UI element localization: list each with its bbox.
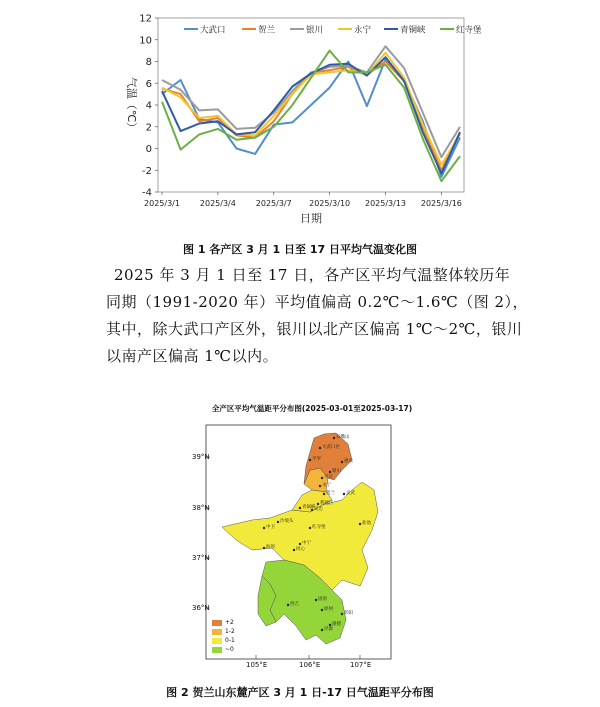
anomaly-map-figure: [192, 400, 432, 672]
place-label: 隆德: [332, 622, 341, 627]
place-label: 固原: [318, 597, 327, 602]
legend-label: 0-1: [225, 637, 235, 644]
place-label: 海原: [266, 545, 275, 550]
legend-label: 青铜峡: [400, 25, 426, 36]
body-paragraph: [106, 262, 546, 370]
place-label: 石嘴山: [336, 435, 350, 440]
place-dot: [317, 503, 319, 505]
y-tick-label: 6: [145, 78, 152, 90]
place-label: 永宁: [322, 483, 331, 488]
place-label: 沙坡头: [280, 519, 294, 524]
place-dot: [329, 471, 331, 473]
place-label: 利通区: [320, 501, 334, 506]
place-dot: [309, 459, 311, 461]
legend-label: 贺兰: [258, 25, 276, 36]
y-tick-label: -2: [142, 165, 152, 177]
place-label: 平罗: [312, 457, 321, 462]
x-tick-label: 2025/3/7: [255, 199, 292, 208]
series-line: [162, 51, 460, 182]
x-tick-label: 2025/3/13: [364, 199, 407, 208]
legend-label: ~0: [225, 646, 234, 653]
x-axis-label: 日期: [300, 212, 322, 225]
legend-label: 永宁: [354, 25, 372, 36]
x-tick-label: 2025/3/4: [199, 199, 236, 208]
map-title: 全产区平均气温距平分布图(2025-03-01至2025-03-17): [211, 404, 413, 413]
legend-item: [212, 618, 235, 627]
place-dot: [341, 613, 343, 615]
series-line: [162, 46, 460, 157]
place-dot: [341, 461, 343, 463]
place-label: 大武口区: [322, 445, 340, 450]
legend-swatch: [212, 647, 222, 653]
place-dot: [323, 493, 325, 495]
x-tick-label: 2025/3/10: [309, 199, 351, 208]
legend-swatch: [212, 620, 222, 626]
place-label: 红寺堡: [312, 525, 326, 530]
paragraph-line: 2025 年 3 月 1 日至 17 日，各产区平均气温整体较历年: [114, 266, 511, 284]
legend-item: [212, 627, 235, 636]
lat-label: 39°N: [192, 453, 210, 461]
temperature-chart: [112, 6, 492, 234]
lat-label: 38°N: [192, 504, 210, 512]
paragraph-line: 其中，除大武口产区外，银川以北产区偏高 1℃～2℃，银川: [106, 320, 523, 338]
lon-label: 106°E: [299, 661, 321, 669]
place-dot: [277, 521, 279, 523]
legend-label: 银川: [306, 25, 324, 36]
place-dot: [333, 437, 335, 439]
place-label: 彭阳: [344, 611, 353, 616]
place-dot: [263, 527, 265, 529]
legend-swatch: [212, 638, 222, 644]
place-label: 吴忠: [314, 507, 323, 512]
figure1-caption: 图 1 各产区 3 月 1 日至 17 日平均气温变化图: [183, 243, 417, 256]
y-tick-label: 2: [145, 122, 152, 134]
paragraph-line: 以南产区偏高 1℃以内。: [106, 347, 279, 365]
place-dot: [293, 549, 295, 551]
x-tick-label: 2025/3/16: [420, 199, 462, 208]
place-label: 贺兰: [326, 491, 335, 496]
place-dot: [321, 609, 323, 611]
lat-label: 36°N: [192, 604, 210, 612]
legend-label: 红寺堡: [456, 25, 482, 36]
place-dot: [343, 493, 345, 495]
legend-label: 1-2: [225, 628, 235, 635]
place-dot: [321, 477, 323, 479]
place-dot: [359, 523, 361, 525]
y-tick-label: -4: [142, 187, 152, 199]
place-dot: [319, 447, 321, 449]
place-dot: [299, 543, 301, 545]
place-label: 银川: [332, 469, 341, 474]
x-tick-label: 2025/3/1: [144, 199, 180, 208]
place-dot: [309, 527, 311, 529]
legend-label: 大武口: [200, 25, 226, 36]
lat-label: 37°N: [192, 554, 210, 562]
y-tick-label: 10: [139, 35, 152, 47]
place-dot: [315, 599, 317, 601]
place-dot: [287, 604, 289, 606]
paragraph-line: 同期（1991-2020 年）平均值偏高 0.2℃～1.6℃（图 2），: [106, 293, 529, 311]
y-axis-label: 气温（℃）: [125, 76, 138, 134]
place-label: 灵武: [346, 491, 355, 496]
place-label: 中卫: [266, 525, 275, 530]
y-tick-label: 12: [139, 13, 152, 25]
temperature-line-chart: [112, 6, 492, 234]
legend-swatch: [212, 629, 222, 635]
place-label: 青铜峡: [302, 505, 316, 510]
legend-item: [212, 645, 235, 654]
place-dot: [321, 629, 323, 631]
legend-item: [212, 636, 235, 645]
place-dot: [299, 507, 301, 509]
place-label: 原州: [324, 607, 333, 612]
map-regions: [222, 433, 378, 644]
y-tick-label: 0: [145, 144, 152, 155]
place-label: 泾源: [324, 627, 333, 632]
y-tick-label: 4: [145, 100, 152, 112]
map-legend: [212, 618, 235, 654]
place-label: 兴庆: [324, 475, 333, 480]
place-label: 西吉: [290, 602, 299, 607]
lon-label: 105°E: [246, 661, 268, 669]
y-tick-label: 8: [145, 57, 152, 68]
legend-label: +2: [225, 619, 234, 626]
place-label: 同心: [296, 547, 305, 552]
place-label: 惠农: [344, 459, 353, 464]
figure2-caption: 图 2 贺兰山东麓产区 3 月 1 日-17 日气温距平分布图: [166, 686, 434, 699]
place-dot: [263, 547, 265, 549]
place-label: 中宁: [302, 541, 311, 546]
place-label: 盐池: [362, 521, 371, 526]
place-dot: [319, 485, 321, 487]
lon-label: 107°E: [350, 661, 372, 669]
